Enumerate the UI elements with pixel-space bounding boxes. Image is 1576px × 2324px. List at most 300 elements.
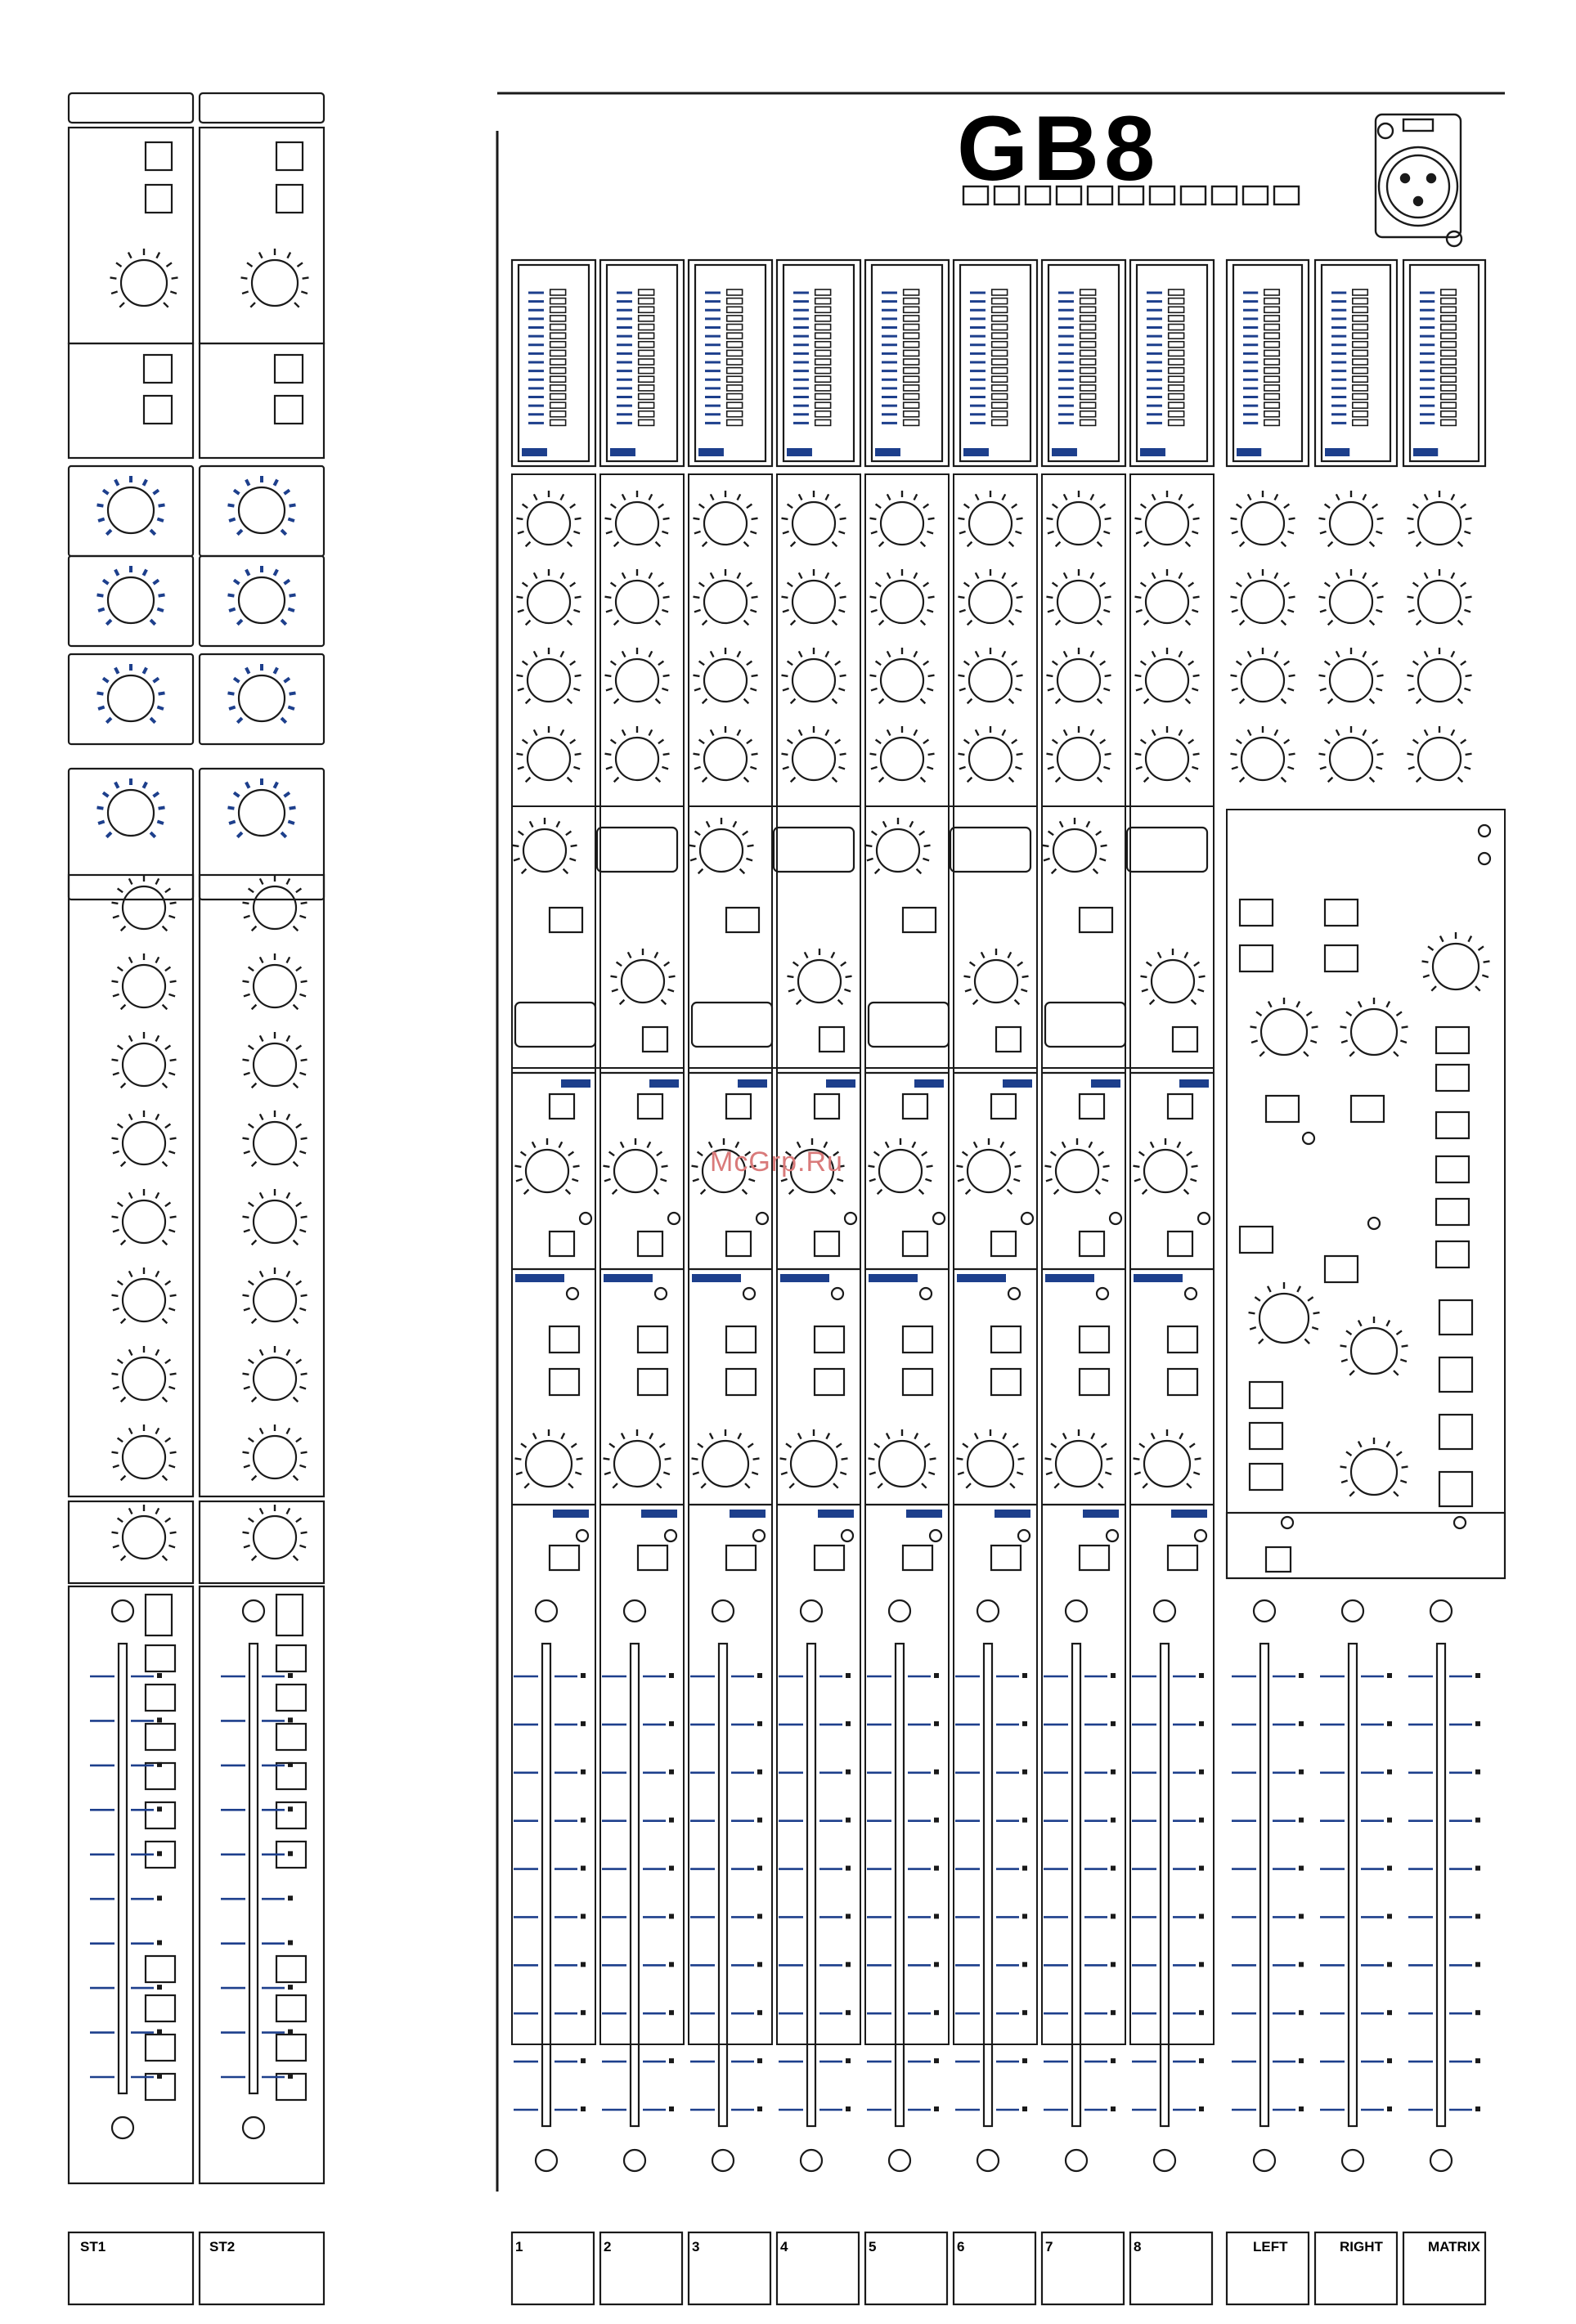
knob-icon-st1-eq4[interactable]: [97, 778, 165, 837]
knob-icon-master1-3[interactable]: [1230, 648, 1295, 703]
push-button-icon-st2-bus2[interactable]: [276, 1995, 306, 2021]
knob-icon-ch5-aux4[interactable]: [869, 726, 934, 782]
knob-icon-st1-aux1[interactable]: [111, 875, 176, 931]
led-mono-1: [1282, 1517, 1293, 1528]
knob-icon-ch3-aux2[interactable]: [693, 569, 757, 625]
push-button-icon-ch4-mute[interactable]: [815, 1546, 844, 1570]
xlr-connector-icon: [1376, 114, 1462, 246]
push-button-icon-ch8-mute[interactable]: [1168, 1546, 1197, 1570]
knob-icon-st1-aux3[interactable]: [111, 1032, 176, 1088]
push-button-icon-ch5-pfl[interactable]: [903, 1232, 927, 1256]
channel-label-3: 3: [692, 2239, 700, 2254]
fader-icon-master2[interactable]: [1320, 1600, 1392, 2171]
knob-icon-master2-4[interactable]: [1318, 726, 1383, 782]
led-meter-icon-master1-tag: [1237, 448, 1261, 456]
knob-icon-st2-aux3[interactable]: [242, 1032, 307, 1088]
push-button-icon-master-9[interactable]: [1250, 1382, 1282, 1408]
led-ch6-eq: [1008, 1288, 1020, 1299]
push-button-icon-st2-route3[interactable]: [276, 1724, 306, 1750]
push-button-icon-st1-route2[interactable]: [146, 1685, 175, 1711]
push-button-icon-ch7-eq-b[interactable]: [1080, 1369, 1109, 1395]
knob-icon-master-talk[interactable]: [1249, 1282, 1320, 1344]
channel-label-5: 5: [869, 2239, 877, 2254]
knob-icon-ch6-aux2[interactable]: [958, 569, 1022, 625]
knob-icon-ch7-eq[interactable]: [1045, 1429, 1113, 1488]
knob-icon-master1-4[interactable]: [1230, 726, 1295, 782]
knob-icon-master-phones[interactable]: [1340, 1438, 1408, 1496]
knob-icon-ch5-pan[interactable]: [868, 1138, 932, 1194]
knob-icon-st2-aux1[interactable]: [242, 875, 307, 931]
led-meter-icon-master3: [1410, 265, 1479, 461]
push-button-icon-ch3-pfl[interactable]: [726, 1232, 751, 1256]
fader-icon-st2[interactable]: [221, 1600, 293, 2138]
push-button-icon-ch5-mute[interactable]: [903, 1546, 932, 1570]
push-button-icon-group1-a[interactable]: [550, 908, 582, 932]
led-ch4-pk: [845, 1213, 856, 1224]
led-ch3-mute: [753, 1530, 765, 1541]
push-button-icon-master-14[interactable]: [1436, 1112, 1469, 1138]
push-button-icon-ch1-pfl[interactable]: [550, 1232, 574, 1256]
knob-icon-ch6-eq[interactable]: [957, 1429, 1025, 1488]
push-button-icon-master-10[interactable]: [1250, 1423, 1282, 1449]
knob-icon-ch1-eq[interactable]: [515, 1429, 583, 1488]
channel-label-7: 7: [1045, 2239, 1053, 2254]
push-button-icon-st2-route1[interactable]: [276, 1645, 306, 1671]
fader-icon-ch5[interactable]: [867, 1600, 939, 2171]
master-strip-1: [1227, 260, 1309, 466]
knob-icon-st2-aux5[interactable]: [242, 1189, 307, 1245]
push-button-icon-ch3-eq-a[interactable]: [726, 1326, 756, 1353]
push-button-icon-master-11[interactable]: [1250, 1464, 1282, 1490]
knob-icon-ch7-aux2[interactable]: [1046, 569, 1111, 625]
fader-icon-st1[interactable]: [90, 1600, 162, 2138]
channel-strip-8: [1130, 260, 1214, 2044]
scribble-strip-6: [954, 2232, 1035, 2304]
fader-icon-ch7[interactable]: [1044, 1600, 1116, 2171]
led-master-2: [1479, 853, 1490, 864]
knob-icon-ch2-pan[interactable]: [603, 1138, 667, 1194]
led-ch5-pk: [933, 1213, 945, 1224]
led-meter-icon-ch4-tag: [787, 448, 812, 456]
knob-icon-st1-eq1[interactable]: [97, 476, 165, 535]
stereo-label-1: ST1: [80, 2239, 106, 2254]
knob-icon-ch1-aux2[interactable]: [516, 569, 581, 625]
knob-icon-st2-aux6[interactable]: [242, 1267, 307, 1323]
group-label-left: LEFT: [1253, 2239, 1288, 2254]
push-button-icon-ch5-route[interactable]: [903, 1094, 927, 1119]
tag-ch5-mute: [906, 1510, 942, 1518]
push-button-icon-group2-b[interactable]: [819, 1027, 844, 1052]
led-meter-icon-master2: [1322, 265, 1390, 461]
push-button-icon-st2-bus1[interactable]: [276, 1956, 306, 1982]
led-meter-icon-master2-tag: [1325, 448, 1349, 456]
push-button-icon-master-5[interactable]: [1266, 1096, 1299, 1122]
channel-label-4: 4: [780, 2239, 788, 2254]
knob-icon-master2-1[interactable]: [1318, 491, 1383, 546]
tag-ch3-mute: [730, 1510, 766, 1518]
led-meter-icon-ch8: [1137, 265, 1207, 461]
knob-icon-master-level-b[interactable]: [1340, 998, 1408, 1057]
knob-icon-group2-b[interactable]: [787, 949, 851, 1004]
push-button-icon-ch4-eq-b[interactable]: [815, 1369, 844, 1395]
subgroup-panel-3: [865, 806, 1037, 1068]
knob-icon-ch5-aux1[interactable]: [869, 491, 934, 546]
channel-strip-2: [600, 260, 684, 2044]
knob-icon-st2-eq1[interactable]: [228, 476, 296, 535]
knob-icon-master3-1[interactable]: [1407, 491, 1471, 546]
push-button-icon-ch6-eq-a[interactable]: [991, 1326, 1021, 1353]
fader-icon-ch4[interactable]: [779, 1600, 851, 2171]
channel-label-2: 2: [604, 2239, 612, 2254]
push-button-icon-ch4-route[interactable]: [815, 1094, 839, 1119]
push-button-icon-ch7-mute[interactable]: [1080, 1546, 1109, 1570]
tag-ch1-mute: [553, 1510, 589, 1518]
knob-icon-ch7-aux3[interactable]: [1046, 648, 1111, 703]
group-label-matrix: MATRIX: [1428, 2239, 1480, 2254]
knob-icon-ch2-aux4[interactable]: [604, 726, 669, 782]
led-meter-icon-ch3-tag: [698, 448, 724, 456]
knob-icon-ch8-aux1[interactable]: [1134, 491, 1199, 546]
push-button-icon-ch7-pfl[interactable]: [1080, 1232, 1104, 1256]
knob-icon-st2-eq4[interactable]: [228, 778, 296, 837]
push-button-icon-master-3[interactable]: [1240, 945, 1273, 971]
push-button-icon-master-8[interactable]: [1325, 1256, 1358, 1282]
push-button-icon-st2-bus3[interactable]: [276, 2035, 306, 2061]
knob-icon-ch3-aux3[interactable]: [693, 648, 757, 703]
master-strip-3: [1403, 260, 1485, 466]
led-ch6-mute: [1018, 1530, 1030, 1541]
scribble-strip-8: [1130, 2232, 1212, 2304]
scribble-strip-7: [1042, 2232, 1124, 2304]
knob-icon-ch3-eq[interactable]: [692, 1429, 760, 1488]
push-button-icon-st1-route3[interactable]: [146, 1724, 175, 1750]
fader-icon-ch2[interactable]: [602, 1600, 674, 2171]
push-button-icon-ch1-eq-b[interactable]: [550, 1369, 579, 1395]
led-ch8-mute: [1195, 1530, 1206, 1541]
led-ch5-eq: [920, 1288, 932, 1299]
push-button-icon-master-1[interactable]: [1240, 900, 1273, 926]
push-button-icon-group4-b[interactable]: [1173, 1027, 1197, 1052]
knob-icon-st2-eq2[interactable]: [228, 566, 296, 625]
push-button-icon-ch2-mute[interactable]: [638, 1546, 667, 1570]
knob-icon-ch1-pan[interactable]: [514, 1138, 579, 1194]
fader-icon-ch8[interactable]: [1132, 1600, 1204, 2171]
push-button-icon-ch5-eq-b[interactable]: [903, 1369, 932, 1395]
knob-icon-st2-eq3[interactable]: [228, 664, 296, 723]
push-button-icon-ch2-route[interactable]: [638, 1094, 662, 1119]
channel-strip-1: [512, 260, 595, 2044]
knob-icon-ch6-aux1[interactable]: [958, 491, 1022, 546]
push-button-icon-st1-c[interactable]: [144, 355, 172, 383]
push-button-icon-st2-d[interactable]: [275, 396, 303, 424]
tag-ch3-a: [738, 1079, 767, 1088]
tag-ch7-mute: [1083, 1510, 1119, 1518]
tag-ch4-mute: [818, 1510, 854, 1518]
scribble-strip-1: [512, 2232, 594, 2304]
push-button-icon-ch8-eq-a[interactable]: [1168, 1326, 1197, 1353]
push-button-icon-ch8-eq-b[interactable]: [1168, 1369, 1197, 1395]
knob-icon-master-osc[interactable]: [1340, 1317, 1408, 1375]
master-strip-2: [1315, 260, 1397, 466]
push-button-icon-st1-route1[interactable]: [146, 1645, 175, 1671]
push-button-icon-ch3-eq-b[interactable]: [726, 1369, 756, 1395]
group-label-right: RIGHT: [1340, 2239, 1383, 2254]
knob-icon-group4-a[interactable]: [1042, 818, 1107, 873]
led-ch3-eq: [743, 1288, 755, 1299]
knob-icon-st1-aux5[interactable]: [111, 1189, 176, 1245]
push-button-icon-st1-bus1[interactable]: [146, 1956, 175, 1982]
push-button-icon-ch6-mute[interactable]: [991, 1546, 1021, 1570]
led-master-4: [1303, 1133, 1314, 1144]
push-button-icon-ch6-pfl[interactable]: [991, 1232, 1016, 1256]
led-mono-2: [1454, 1517, 1466, 1528]
push-button-icon-st1-route5[interactable]: [146, 1802, 175, 1828]
knob-icon-master1-1[interactable]: [1230, 491, 1295, 546]
knob-icon-master-level-a[interactable]: [1250, 998, 1318, 1057]
led-meter-icon-ch4: [784, 265, 854, 461]
push-button-icon-group1-b[interactable]: [643, 1027, 667, 1052]
push-button-icon-mute-group-1[interactable]: [1439, 1300, 1472, 1335]
push-button-icon-group4-a[interactable]: [1080, 908, 1112, 932]
knob-icon-ch7-aux4[interactable]: [1046, 726, 1111, 782]
knob-icon-ch6-aux3[interactable]: [958, 648, 1022, 703]
knob-icon-st2-aux8[interactable]: [242, 1424, 307, 1480]
knob-icon-ch7-pan[interactable]: [1044, 1138, 1109, 1194]
knob-icon-master3-3[interactable]: [1407, 648, 1471, 703]
knob-icon-ch4-aux4[interactable]: [781, 726, 846, 782]
knob-icon-ch4-eq[interactable]: [780, 1429, 848, 1488]
push-button-icon-mute-group-2[interactable]: [1439, 1357, 1472, 1392]
knob-icon-ch8-pan[interactable]: [1133, 1138, 1197, 1194]
push-button-icon-ch2-eq-a[interactable]: [638, 1326, 667, 1353]
push-button-icon-st1-b[interactable]: [146, 185, 172, 213]
tag-ch8-mute: [1171, 1510, 1207, 1518]
led-ch2-mute: [665, 1530, 676, 1541]
push-button-icon-group3-a[interactable]: [903, 908, 936, 932]
knob-icon-st2-gain[interactable]: [241, 249, 309, 307]
led-meter-icon-ch2-tag: [610, 448, 635, 456]
scribble-strip-2: [600, 2232, 682, 2304]
push-button-icon-st1-a[interactable]: [146, 142, 172, 170]
led-ch7-eq: [1097, 1288, 1108, 1299]
push-button-icon-master-7[interactable]: [1240, 1227, 1273, 1253]
stereo-label-2: ST2: [209, 2239, 236, 2254]
push-button-icon-master-2[interactable]: [1325, 900, 1358, 926]
push-button-icon-ch6-eq-b[interactable]: [991, 1369, 1021, 1395]
tag-ch7-a: [1091, 1079, 1120, 1088]
led-ch1-mute: [577, 1530, 588, 1541]
knob-icon-st1-aux4[interactable]: [111, 1110, 176, 1166]
watermark-text: McGrp.Ru: [710, 1146, 843, 1178]
knob-icon-group3-a[interactable]: [865, 818, 930, 873]
push-button-icon-master-17[interactable]: [1436, 1241, 1469, 1267]
knob-icon-st1-gain[interactable]: [110, 249, 178, 307]
fader-icon-ch1[interactable]: [514, 1600, 586, 2171]
push-button-icon-st2-a[interactable]: [276, 142, 303, 170]
led-ch2-pk: [668, 1213, 680, 1224]
push-button-icon-mono-link[interactable]: [1266, 1547, 1291, 1572]
knob-icon-st2-aux7[interactable]: [242, 1346, 307, 1402]
led-meter-icon-master1: [1233, 265, 1302, 461]
knob-icon-ch8-aux3[interactable]: [1134, 648, 1199, 703]
knob-icon-ch7-aux1[interactable]: [1046, 491, 1111, 546]
tag-ch2-eq: [604, 1274, 653, 1282]
led-ch1-eq: [567, 1288, 578, 1299]
knob-icon-ch1-aux1[interactable]: [516, 491, 581, 546]
push-button-icon-master-16[interactable]: [1436, 1199, 1469, 1225]
push-button-icon-st2-b[interactable]: [276, 185, 303, 213]
scribble-strip-3: [689, 2232, 770, 2304]
knob-icon-master2-2[interactable]: [1318, 569, 1383, 625]
logo-segments: [963, 186, 1299, 204]
channel-strip-6: [954, 260, 1037, 2044]
knob-icon-st1-pan[interactable]: [111, 1505, 176, 1560]
knob-icon-ch2-aux2[interactable]: [604, 569, 669, 625]
knob-icon-group4-b[interactable]: [1140, 949, 1205, 1004]
push-button-icon-master-12[interactable]: [1436, 1027, 1469, 1053]
led-meter-icon-ch1: [519, 265, 589, 461]
push-button-icon-ch6-route[interactable]: [991, 1094, 1016, 1119]
led-ch3-pk: [757, 1213, 768, 1224]
push-button-icon-ch2-pfl[interactable]: [638, 1232, 662, 1256]
tag-ch1-eq: [515, 1274, 564, 1282]
knob-icon-ch2-aux1[interactable]: [604, 491, 669, 546]
knob-icon-group3-b[interactable]: [963, 949, 1028, 1004]
knob-icon-ch5-eq[interactable]: [869, 1429, 936, 1488]
knob-icon-group1-b[interactable]: [610, 949, 675, 1004]
knob-icon-st2-aux4[interactable]: [242, 1110, 307, 1166]
tag-ch5-eq: [869, 1274, 918, 1282]
knob-icon-group1-a[interactable]: [512, 818, 577, 873]
led-meter-icon-ch1-tag: [522, 448, 547, 456]
knob-icon-ch2-aux3[interactable]: [604, 648, 669, 703]
push-button-icon-ch4-eq-a[interactable]: [815, 1326, 844, 1353]
led-meter-icon-ch3: [695, 265, 766, 461]
push-button-icon-group2-a[interactable]: [726, 908, 759, 932]
knob-icon-st1-eq3[interactable]: [97, 664, 165, 723]
push-button-icon-ch7-eq-a[interactable]: [1080, 1326, 1109, 1353]
led-master-3: [1368, 1218, 1380, 1229]
led-meter-icon-ch5-tag: [875, 448, 900, 456]
knob-icon-ch5-aux2[interactable]: [869, 569, 934, 625]
knob-icon-ch4-aux2[interactable]: [781, 569, 846, 625]
led-ch1-pk: [580, 1213, 591, 1224]
push-button-icon-st1-bus3[interactable]: [146, 2035, 175, 2061]
led-master-1: [1479, 825, 1490, 837]
knob-icon-ch1-aux3[interactable]: [516, 648, 581, 703]
tag-ch1-a: [561, 1079, 590, 1088]
push-button-icon-mute-group-4[interactable]: [1439, 1472, 1472, 1506]
push-button-icon-group3-b[interactable]: [996, 1027, 1021, 1052]
knob-icon-ch5-aux3[interactable]: [869, 648, 934, 703]
push-button-icon-ch1-route[interactable]: [550, 1094, 574, 1119]
led-meter-icon-ch6-tag: [963, 448, 989, 456]
tag-ch4-eq: [780, 1274, 829, 1282]
knob-icon-ch8-eq[interactable]: [1134, 1429, 1201, 1488]
knob-icon-ch4-aux1[interactable]: [781, 491, 846, 546]
push-button-icon-ch8-route[interactable]: [1168, 1094, 1192, 1119]
knob-icon-st1-eq2[interactable]: [97, 566, 165, 625]
tag-ch6-a: [1003, 1079, 1032, 1088]
fader-icon-master1[interactable]: [1232, 1600, 1304, 2171]
knob-icon-ch8-aux2[interactable]: [1134, 569, 1199, 625]
fader-icon-ch6[interactable]: [955, 1600, 1027, 2171]
push-button-icon-ch1-eq-a[interactable]: [550, 1326, 579, 1353]
push-button-icon-ch2-eq-b[interactable]: [638, 1369, 667, 1395]
push-button-icon-st2-route5[interactable]: [276, 1802, 306, 1828]
knob-icon-st1-aux8[interactable]: [111, 1424, 176, 1480]
push-button-icon-st2-mute[interactable]: [276, 1595, 303, 1635]
knob-icon-ch8-aux4[interactable]: [1134, 726, 1199, 782]
push-button-icon-master-13[interactable]: [1436, 1065, 1469, 1091]
push-button-icon-ch8-pfl[interactable]: [1168, 1232, 1192, 1256]
led-ch7-pk: [1110, 1213, 1121, 1224]
tag-ch6-eq: [957, 1274, 1006, 1282]
led-ch8-eq: [1185, 1288, 1197, 1299]
knob-icon-st2-pan[interactable]: [242, 1505, 307, 1560]
knob-icon-st1-aux6[interactable]: [111, 1267, 176, 1323]
push-button-icon-ch3-mute[interactable]: [726, 1546, 756, 1570]
knob-icon-master3-4[interactable]: [1407, 726, 1471, 782]
channel-label-1: 1: [515, 2239, 523, 2254]
knob-icon-master1-2[interactable]: [1230, 569, 1295, 625]
knob-icon-ch4-aux3[interactable]: [781, 648, 846, 703]
channel-strip-5: [865, 260, 949, 2044]
led-meter-icon-ch7-tag: [1052, 448, 1077, 456]
knob-icon-master-level-c[interactable]: [1422, 932, 1490, 991]
push-button-icon-ch7-route[interactable]: [1080, 1094, 1104, 1119]
push-button-icon-ch3-route[interactable]: [726, 1094, 751, 1119]
subgroup-panel-2: [689, 806, 860, 1068]
push-button-icon-ch1-mute[interactable]: [550, 1546, 579, 1570]
knob-icon-ch6-aux4[interactable]: [958, 726, 1022, 782]
push-button-icon-master-15[interactable]: [1436, 1156, 1469, 1182]
fader-icon-master3[interactable]: [1408, 1600, 1480, 2171]
push-button-icon-st2-route2[interactable]: [276, 1685, 306, 1711]
tag-ch7-eq: [1045, 1274, 1094, 1282]
push-button-icon-ch4-pfl[interactable]: [815, 1232, 839, 1256]
tag-ch2-a: [649, 1079, 679, 1088]
push-button-icon-mute-group-3[interactable]: [1439, 1415, 1472, 1449]
scribble-strip-4: [777, 2232, 859, 2304]
push-button-icon-st1-bus2[interactable]: [146, 1995, 175, 2021]
brand-logo: GB8: [957, 97, 1161, 200]
scribble-strip-5: [865, 2232, 947, 2304]
push-button-icon-master-4[interactable]: [1325, 945, 1358, 971]
channel-label-8: 8: [1134, 2239, 1142, 2254]
led-meter-icon-ch7: [1048, 265, 1119, 461]
push-button-icon-ch5-eq-a[interactable]: [903, 1326, 932, 1353]
knob-icon-st2-aux2[interactable]: [242, 953, 307, 1009]
channel-label-6: 6: [957, 2239, 965, 2254]
push-button-icon-st1-d[interactable]: [144, 396, 172, 424]
push-button-icon-master-6[interactable]: [1351, 1096, 1384, 1122]
knob-icon-ch2-eq[interactable]: [604, 1429, 671, 1488]
knob-icon-st1-aux7[interactable]: [111, 1346, 176, 1402]
push-button-icon-st1-mute[interactable]: [146, 1595, 172, 1635]
knob-icon-ch1-aux4[interactable]: [516, 726, 581, 782]
push-button-icon-st2-c[interactable]: [275, 355, 303, 383]
knob-icon-master2-3[interactable]: [1318, 648, 1383, 703]
tag-ch8-a: [1179, 1079, 1209, 1088]
knob-icon-st1-aux2[interactable]: [111, 953, 176, 1009]
knob-icon-ch3-aux1[interactable]: [693, 491, 757, 546]
knob-icon-group2-a[interactable]: [689, 818, 753, 873]
knob-icon-master3-2[interactable]: [1407, 569, 1471, 625]
knob-icon-ch6-pan[interactable]: [956, 1138, 1021, 1194]
knob-icon-ch3-aux4[interactable]: [693, 726, 757, 782]
fader-icon-ch3[interactable]: [690, 1600, 762, 2171]
